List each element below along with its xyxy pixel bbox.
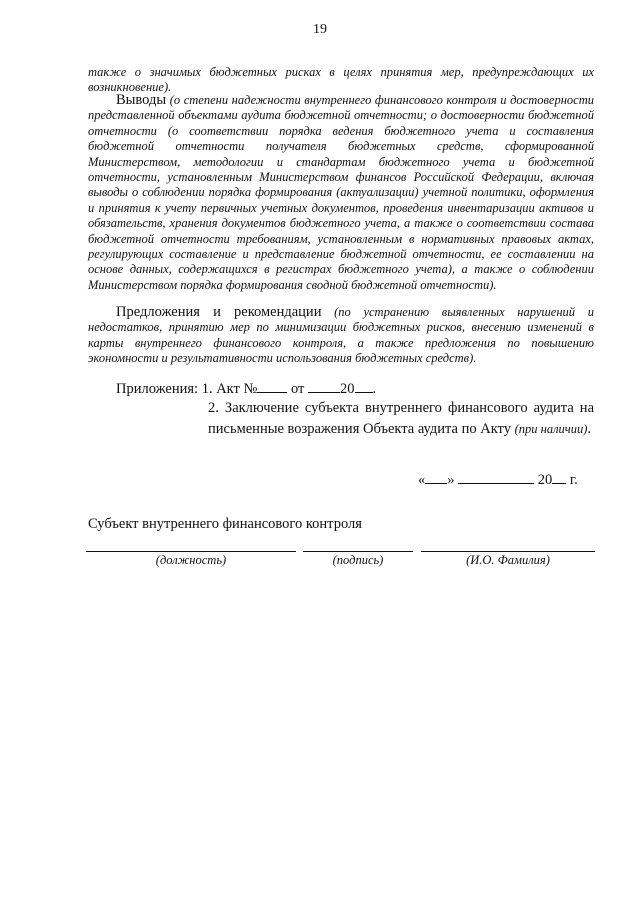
date-month-blank [458,469,534,484]
attachments-line-1 [116,378,376,399]
conclusions-body: (о степени надежности внутреннего финансового контроля и достоверности представленной объектами аудита бюджетной отчетности; о достоверности бюджетной отчетности (о соответствии порядка ведения бюджетного учета и составления бюджетной отчетности получателя бюджетных средств, сформированной Министерством, методологии и стандартам бюджетного учета и бюджетной отчетности, установленным Министерством финансов Российской Федерации, включая выводы о соблюдении порядка формирования (актуализации) учетной политики, оформления и принятия к учету первичных учетных документов, проведения инвентаризации активов и обязательств, хранения документов бюджетного учета, а также о соответствии состава бюджетной отчетности требованиям, установленным в нормативных правовых актах, регулирующих составление и представление бюджетной отчетности, ее составлении на основе данных, содержащихся в регистрах бюджетного учета), а также о соблюдении Министерством порядка формирования сводной бюджетной отчетности). [88,93,595,292]
intro-paragraph: также о значимых бюджетных рисках в целях принятия мер, предупреждающих их возникновение). [88,65,594,95]
position-signature-line [86,551,296,552]
attachments-item-2-note: (при наличии) [514,421,588,436]
subject-title: Субъект внутреннего финансового контроля [88,516,362,532]
date-day-blank [425,469,447,484]
act-year-blank [355,378,373,393]
act-number-blank [257,378,287,393]
signature-caption: (подпись) [332,553,384,567]
date-year-suffix: г. [569,472,578,488]
attachments-label: Приложения: 1. Акт № [116,381,258,397]
attachments-item-2-text: 2. Заключение субъекта внутреннего финансового аудита на письменные возражения Объекта аудита по Акту [208,400,594,437]
attachments-from: от [290,381,305,397]
proposals-body: (по устранению выявленных нарушений и недостатков, принятию мер по минимизации бюджетных рисков, внесению изменений в карты внутреннего финансового контроля, а также предложения по повышению экономности и результативности использования бюджетных средств). [88,305,594,366]
position-caption: (должность) [155,553,227,567]
signature-line [303,551,413,552]
date-year-blank [552,469,566,484]
attachments-year-prefix: 20 [340,381,355,397]
attachments-end: . [372,381,377,397]
attachments-item-2-end: . [587,420,592,437]
date-close-quote: » [447,472,455,488]
date-open-quote: « [418,472,426,488]
conclusions-heading: Выводы [116,92,167,108]
date-line [418,469,578,490]
proposals-heading: Предложения и рекомендации [116,304,322,320]
proposals-paragraph [88,305,594,367]
name-caption: (И.О. Фамилия) [466,553,550,567]
page-number: 19 [313,22,327,37]
act-date-blank [308,378,340,393]
date-year-prefix: 20 [537,472,553,488]
attachments-item-2 [208,398,594,439]
name-signature-line [421,551,595,552]
conclusions-paragraph [88,93,594,293]
